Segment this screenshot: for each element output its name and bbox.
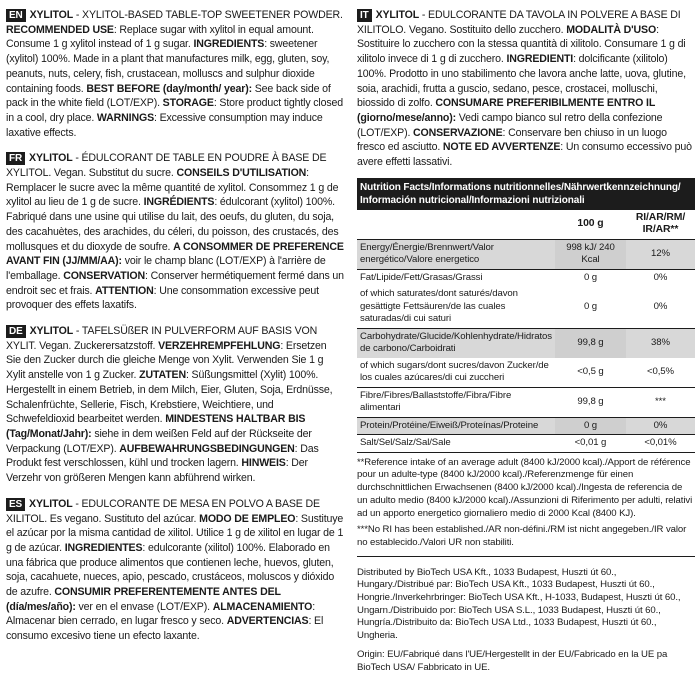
nutrient-value: 99,8 g <box>555 328 626 358</box>
nutrient-ri: 0% <box>626 269 695 286</box>
heading-fr-warnings: ATTENTION <box>95 284 154 297</box>
product-title-en: XYLITOL <box>29 9 74 21</box>
label-text-fr <box>6 151 344 313</box>
heading-it-storage: CONSERVAZIONE <box>413 126 503 139</box>
heading-fr-use: CONSEILS D'UTILISATION <box>176 167 307 180</box>
nutrient-value: <0,01 g <box>555 435 626 453</box>
language-badge-fr: FR <box>6 152 25 165</box>
heading-it-warnings: NOTE ED AVVERTENZE <box>442 141 561 154</box>
table-row <box>357 239 695 269</box>
text-de-5: : Das Produkt fest verschlossen, kühl und trocken lagern. <box>6 442 319 470</box>
origin-text: Origin: EU/Fabriqué dans l'UE/Hergestellt in der EU/Fabricado en la UE pa BioTech USA/ Fabbricato in UE. <box>357 648 668 673</box>
label-text-en <box>6 8 344 140</box>
nutrient-name: of which saturates/dont saturés/davon gesättigte Fettsäuren/de las cuales saturadas/di cui saturi <box>360 288 518 325</box>
label-text-it <box>357 8 695 170</box>
text-es-2: : Sustituye el azúcar por la misma cantidad de xilitol. Utilice 1 g de xilitol en lugar de 1 g de azúcar. <box>6 512 344 554</box>
heading-es-warnings: ADVERTENCIAS <box>226 615 309 628</box>
table-row <box>357 286 695 328</box>
divider <box>357 556 695 557</box>
heading-es-storage: ALMACENAMIENTO <box>212 600 313 613</box>
nutrient-name: Energy/Énergie/Brennwert/Valor energético/Valore energetico <box>357 239 555 269</box>
table-row <box>357 417 695 435</box>
text-en-5: : Store product tightly closed in a cool, dry place. <box>6 97 343 124</box>
text-fr-4: voir le champ blanc (LOT/EXP) à l'arrière de l'emballage. <box>6 255 326 282</box>
left-column <box>6 8 344 655</box>
heading-fr-best-before: A CONSOMMER DE PREFERENCE AVANT FIN (JJ/MM/AA): <box>6 240 344 268</box>
text-de-1: - TAFELSÜßER IN PULVERFORM AUF BASIS VON XYLIT. Vegan. Zuckerersatzstoff. <box>6 325 318 352</box>
text-en-6: : Excessive consumption may induce laxative effects. <box>6 111 323 139</box>
heading-de-use: VERZEHREMPFEHLUNG <box>158 339 281 352</box>
nutrient-value: 0 g <box>555 417 626 435</box>
heading-fr-storage: CONSERVATION <box>63 269 145 282</box>
heading-it-use: MODALITÀ D'USO <box>566 23 657 36</box>
text-en-2: : Replace sugar with xylitol in equal amount. Consume 1 g xylitol instead of 1 g sugar. <box>6 23 314 51</box>
nutrient-ri: 12% <box>626 239 695 269</box>
table-row <box>357 435 695 453</box>
nutrient-value: <0,5 g <box>577 365 604 377</box>
heading-it-ingredients: INGREDIENTI <box>506 53 574 66</box>
product-title-es: XYLITOL <box>29 497 73 510</box>
nutrition-facts-table <box>357 178 695 453</box>
heading-de-ingredients: ZUTATEN <box>139 369 186 382</box>
text-es-4: ver en el envase (LOT/EXP). <box>75 600 213 613</box>
text-en-3: : sweetener (xylitol) 100%. Made in a plant that manufactures milk, egg, gluten, soy, peanuts, nuts, celery, fish, crustacean, molluscs and sulphur dioxide containing foods. <box>6 38 330 95</box>
footnote-no-ri: ***No RI has been established./AR non-défini./RM ist nicht angegeben./IR valor no establecido./Valori UR non stabiliti. <box>357 524 687 548</box>
text-fr-5: : Conserver hermétiquement fermé dans un endroit sec et frais. <box>6 269 344 297</box>
heading-en-ingredients: INGREDIENTS <box>193 38 265 51</box>
nutrient-ri: 38% <box>626 328 695 358</box>
footnote-reference-intake: **Reference intake of an average adult (8400 kJ/2000 kcal)./Apport de référence pour un adulte-type (8400 kJ/2000 kcal)./Referenzmenge für einen durchschnittlichen Erwachsenen (8400 kJ/2000 kcal)./Ingesta de referencia de un adulto medio (8400 kJ/2000 kcal)./Assunzioni di Riferimento per adulti, relativi ad un apporto energetico giornaliero medio di 2000 Kcal (8400 KJ). <box>357 456 693 519</box>
heading-en-storage: STORAGE <box>162 97 214 110</box>
product-title-fr: XYLITOL <box>29 152 73 165</box>
text-fr-1: - ÉDULCORANT DE TABLE EN POUDRE À BASE DE XYLITOL. Vegan. Substitut du sucre. <box>6 152 327 180</box>
nutrient-value: 99,8 g <box>555 387 626 417</box>
text-it-3: : dolcificante (xilitolo) 100%. Prodotto in uno stabilimento che lavora anche latte, uova, glutine, soia, arachidi, frutta a guscio, sedano, pesce, crostacei, molluschi, biossido di zolfo. <box>357 53 686 110</box>
distributor-text: Distributed by BioTech USA Kft., 1033 Budapest, Huszti út 60., Hungary./Distribué par: BioTech USA Kft., 1033 Budapest, Huszti út 60., Hongrie./Inverkehrbringer: BioTech USA Kft., H-1033, Budapest, Huszti út 60., Ungarn./Distribuido por: BioTech USA S.L., 1033 Budapest, Huszti út 60., Hungría./Distribuito da: BioTech USA Ltd., 1033 Budapest, Huszti út 60., Ungheria. <box>357 566 681 642</box>
text-fr-6: : Une consommation excessive peut provoquer des effets laxatifs. <box>6 284 319 312</box>
nutrient-ri: <0,01% <box>626 435 695 453</box>
text-de-2: : Ersetzen Sie den Zucker durch die gleiche Menge von Xylit. Verwenden Sie 1 g Xylit anstelle von 1 g Zucker. <box>6 339 327 382</box>
right-column <box>357 8 695 674</box>
nutrient-value: 0 g <box>555 269 626 286</box>
heading-es-ingredients: INGREDIENTES <box>64 541 143 554</box>
heading-de-storage: AUFBEWAHRUNGSBEDINGUNGEN <box>119 442 295 455</box>
table-row <box>357 328 695 358</box>
text-en-4: See back side of pack in the white field (LOT/EXP). <box>6 82 331 110</box>
language-badge-es: ES <box>6 498 25 511</box>
text-it-1: - EDULCORANTE DA TAVOLA IN POLVERE A BASE DI XILITOLO. Vegano. Sostituito dello zucchero. <box>357 9 681 36</box>
text-it-2: : Sostituire lo zucchero con la stessa quantità di xilitolo. Consumare 1 g di xilitolo invece di 1 g di zucchero. <box>357 23 686 66</box>
nutrient-ri: <0,5% <box>646 365 674 377</box>
heading-fr-ingredients: INGRÉDIENTS <box>143 196 215 209</box>
text-de-3: : Süßungsmittel (Xylit) 100%. Hergestellt in einem Betrieb, in dem Milch, Eier, Gluten, Soja, Erdnüsse, Schalenfrüchte, Sellerie, Fisch, Krebstiere, Weichtiere, und Schwefeldioxid bearbeitet werden. <box>6 369 333 426</box>
nutrient-value: 998 kJ/ 240 Kcal <box>555 239 626 269</box>
text-es-5: : Almacenar bien cerrado, en lugar fresco y seco. <box>6 600 316 628</box>
language-badge-en: EN <box>6 9 26 22</box>
nutrient-name: of which sugars/dont sucres/davon Zucker/de los cuales azúcares/di cui zuccheri <box>360 359 549 384</box>
nutrient-name: Protein/Protéine/Eiweiß/Proteínas/Proteine <box>357 417 555 435</box>
nutrient-name: Carbohydrate/Glucide/Kohlenhydrate/Hidratos de carbono/Carboidrati <box>357 328 555 358</box>
nutrient-name: Salt/Sel/Salz/Sal/Sale <box>357 435 555 453</box>
nutrition-column-headers <box>357 210 695 240</box>
label-text-es <box>6 497 344 644</box>
nutrient-ri: 0% <box>653 300 668 312</box>
text-de-6: : Der Verzehr von größeren Mengen kann abführend wirken. <box>6 457 308 485</box>
nutrient-name: Fat/Lipide/Fett/Grasas/Grassi <box>357 269 555 286</box>
text-it-5: : Conservare ben chiuso in un luogo fresco ed asciutto. <box>357 126 667 154</box>
nutrient-name: Fibre/Fibres/Ballaststoffe/Fibra/Fibre alimentari <box>357 387 555 417</box>
heading-es-use: MODO DE EMPLEO <box>199 512 296 525</box>
language-badge-it: IT <box>357 9 372 22</box>
nutrient-ri: 0% <box>626 417 695 435</box>
heading-es-best-before: CONSUMIR PREFERENTEMENTE ANTES DEL (día/mes/año): <box>6 586 281 613</box>
column-header-amount: 100 g <box>555 210 626 240</box>
heading-it-best-before: CONSUMARE PREFERIBILMENTE ENTRO IL (giorno/mese/anno): <box>357 97 655 124</box>
nutrition-table-header <box>357 178 695 210</box>
column-header-ri: RI/AR/RM/ IR/AR** <box>626 210 695 240</box>
text-es-1: - EDULCORANTE DE MESA EN POLVO A BASE DE XILITOL. Es vegano. Sustituto del azúcar. <box>6 497 320 525</box>
text-it-6: : Un consumo eccessivo può avere effetti lassativi. <box>357 141 692 169</box>
heading-de-warnings: HINWEIS <box>241 457 286 470</box>
text-de-4: siehe in dem weißen Feld auf der Rückseite der Verpackung (LOT/EXP). <box>6 427 312 455</box>
label-text-de <box>6 324 344 486</box>
nutrient-ri: *** <box>626 387 695 417</box>
text-fr-2: : Remplacer le sucre avec la même quantité de xylitol. Consommez 1 g de xylitol au lieu de 1 g de sucre. <box>6 167 339 209</box>
nutrient-value: 0 g <box>583 300 597 312</box>
table-row <box>357 387 695 417</box>
product-title-it: XYLITOL <box>375 9 420 21</box>
text-en-1: - XYLITOL-BASED TABLE-TOP SWEETENER POWDER. <box>73 9 343 21</box>
heading-en-use: RECOMMENDED USE <box>6 23 114 36</box>
table-row <box>357 358 695 388</box>
table-row <box>357 269 695 286</box>
nutrition-table-title: Nutrition Facts/Informations nutritionnelles/Nährwertkennzeichnung/ Información nutricional/Informazioni nutrizionali <box>357 178 695 210</box>
text-it-4: Vedi campo bianco sul retro della confezione (LOT/EXP). <box>357 111 663 139</box>
text-fr-3: : édulcorant (xylitol) 100%. Fabriqué dans une usine qui utilise du lait, des oeufs, du gluten, du soja, des cacahuètes, des arachides, du céleri, du poisson, des crustacés, des mollusques et du dioxyde de soufre. <box>6 196 339 253</box>
heading-en-best-before: BEST BEFORE (day/month/ year): <box>86 82 252 95</box>
product-title-de: XYLITOL <box>29 325 74 338</box>
text-es-6: : El consumo excesivo tiene un efecto laxante. <box>6 615 324 643</box>
text-es-3: : edulcorante (xilitol) 100%. Elaborado en una fábrica que produce alimentos que contienen leche, huevos, gluten, soja, cacahuete, nueces, apio, pescado, crustáceos, moluscos y dióxido de azufre. <box>6 541 335 599</box>
language-badge-de: DE <box>6 325 26 338</box>
heading-de-best-before: MINDESTENS HALTBAR BIS (Tag/Monat/Jahr): <box>6 413 306 440</box>
heading-en-warnings: WARNINGS <box>96 111 154 124</box>
